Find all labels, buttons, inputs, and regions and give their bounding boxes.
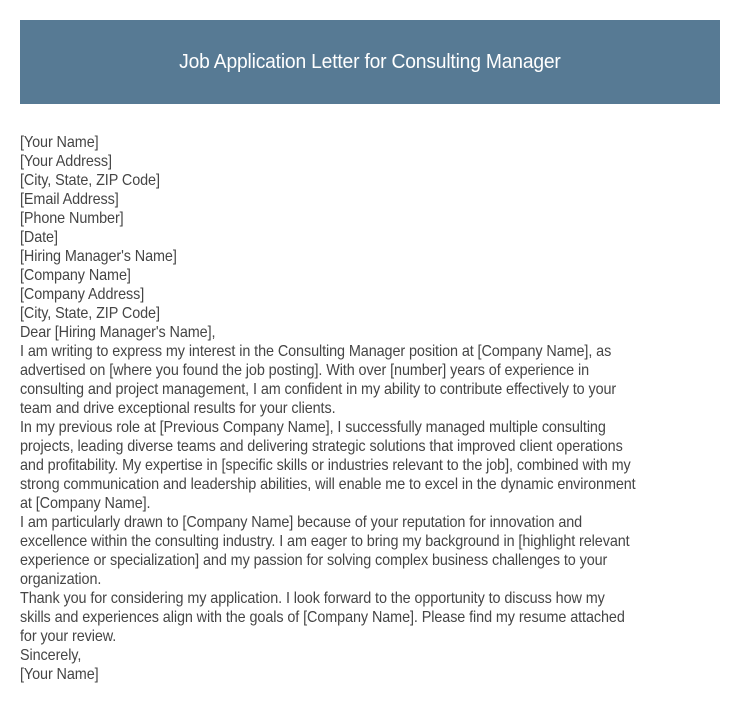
paragraph-line: organization. xyxy=(20,571,102,588)
letter-date: [Date] xyxy=(20,229,58,246)
paragraph-line: strong communication and leadership abilities, will enable me to excel in the dynamic environment xyxy=(20,476,636,493)
paragraph-line: skills and experiences align with the goals of [Company Name]. Please find my resume attached xyxy=(20,609,625,626)
page-header xyxy=(20,20,720,104)
paragraph-line: experience or specialization] and my passion for solving complex business challenges to your xyxy=(20,552,608,569)
signature-name: [Your Name] xyxy=(20,666,99,683)
page-title: Job Application Letter for Consulting Manager xyxy=(179,50,561,73)
letter-body xyxy=(20,133,725,684)
sender-phone: [Phone Number] xyxy=(20,210,124,227)
paragraph-experience xyxy=(20,418,725,513)
paragraph-line: team and drive exceptional results for your clients. xyxy=(20,400,336,417)
sender-email: [Email Address] xyxy=(20,191,119,208)
sender-block xyxy=(20,133,725,247)
sender-city-state-zip: [City, State, ZIP Code] xyxy=(20,172,160,189)
sender-address: [Your Address] xyxy=(20,153,112,170)
paragraph-line: I am writing to express my interest in the Consulting Manager position at [Company Name], as xyxy=(20,343,612,360)
paragraph-closing xyxy=(20,589,725,646)
paragraph-line: advertised on [where you found the job posting]. With over [number] years of experience in xyxy=(20,362,590,379)
paragraph-line: consulting and project management, I am confident in my ability to contribute effectively to your xyxy=(20,381,617,398)
paragraph-motivation xyxy=(20,513,725,589)
paragraph-line: excellence within the consulting industry. I am eager to bring my background in [highlight relevant xyxy=(20,533,630,550)
paragraph-line: and profitability. My expertise in [specific skills or industries relevant to the job], combined with my xyxy=(20,457,631,474)
recipient-block xyxy=(20,247,725,323)
salutation: Dear [Hiring Manager's Name], xyxy=(20,324,216,341)
paragraph-line: Thank you for considering my application. I look forward to the opportunity to discuss how my xyxy=(20,590,605,607)
recipient-city-state-zip: [City, State, ZIP Code] xyxy=(20,305,160,322)
paragraph-line: at [Company Name]. xyxy=(20,495,151,512)
recipient-name: [Hiring Manager's Name] xyxy=(20,248,177,265)
paragraph-line: projects, leading diverse teams and delivering strategic solutions that improved client operations xyxy=(20,438,623,455)
closing-phrase: Sincerely, xyxy=(20,647,82,664)
recipient-company: [Company Name] xyxy=(20,267,131,284)
recipient-address: [Company Address] xyxy=(20,286,145,303)
paragraph-line: In my previous role at [Previous Company Name], I successfully managed multiple consulting xyxy=(20,419,606,436)
paragraph-intro xyxy=(20,342,725,418)
sender-name: [Your Name] xyxy=(20,134,99,151)
paragraph-line: I am particularly drawn to [Company Name] because of your reputation for innovation and xyxy=(20,514,583,531)
paragraph-line: for your review. xyxy=(20,628,117,645)
